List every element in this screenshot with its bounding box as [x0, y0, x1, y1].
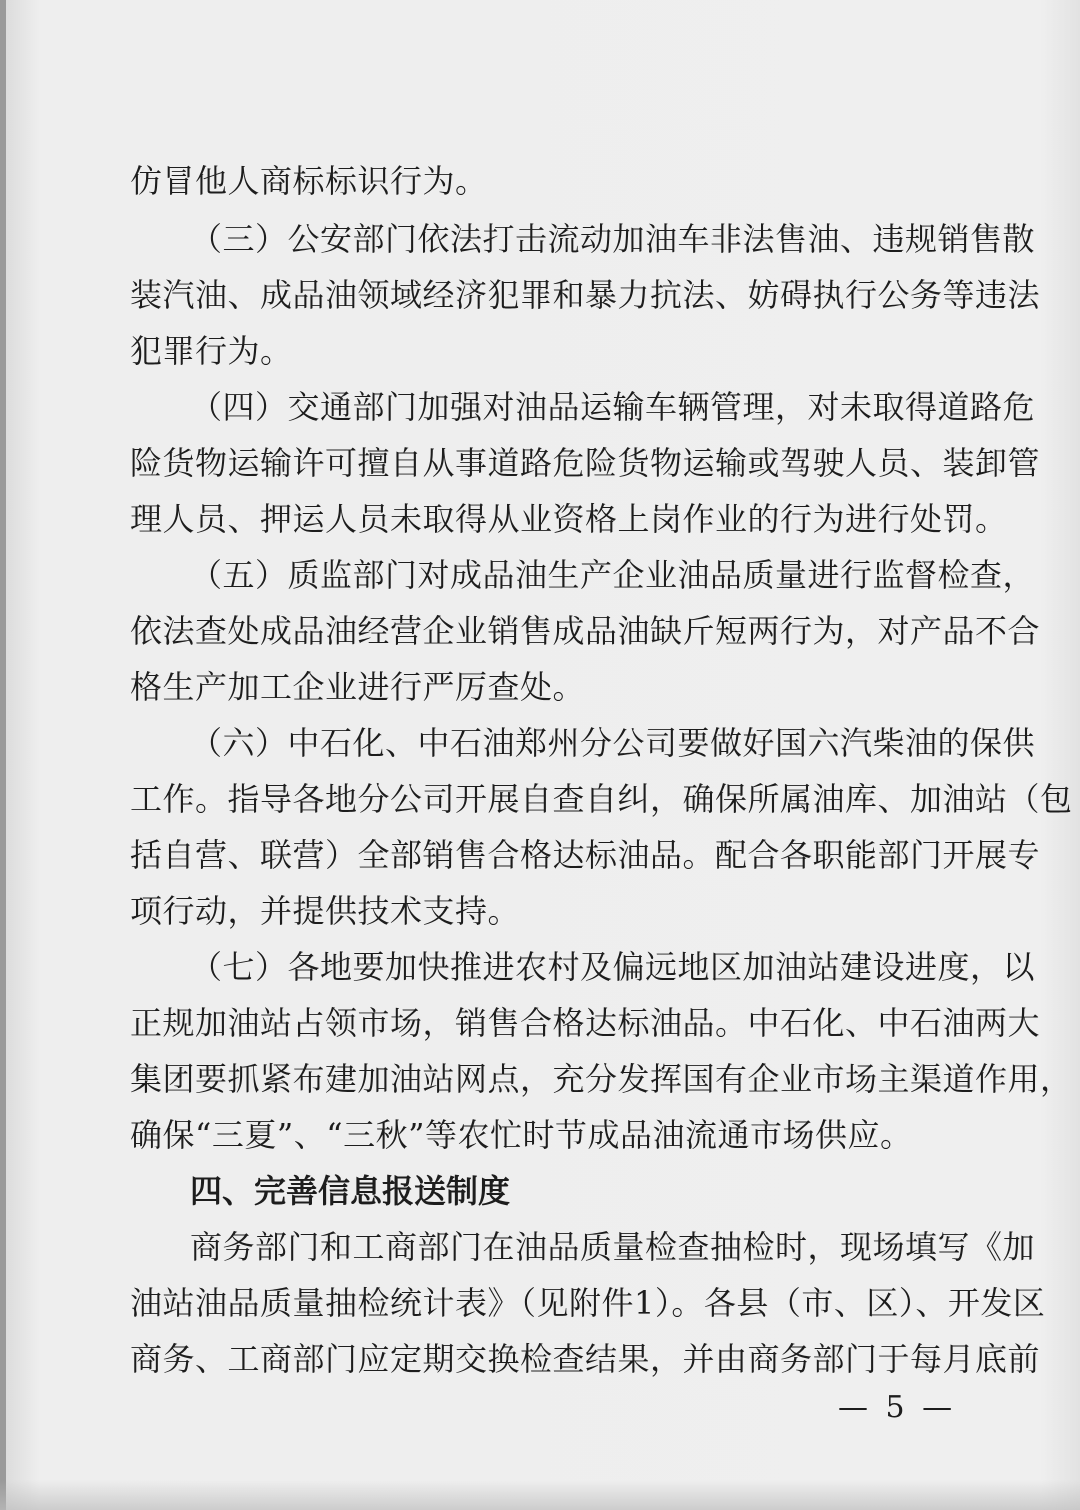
text-line-3: 装汽油、成品油领域经济犯罪和暴力抗法、妨碍执行公务等违法 — [130, 276, 1041, 314]
section-heading: 四、完善信息报送制度 — [190, 1172, 511, 1210]
text-line-8: （五）质监部门对成品油生产企业油品质量进行监督检查， — [190, 556, 1036, 594]
text-line-7: 理人员、押运人员未取得从业资格上岗作业的行为进行处罚。 — [130, 500, 1008, 538]
text-line-1: 仿冒他人商标标识行为。 — [130, 162, 488, 200]
text-line-13: 括自营、联营）全部销售合格达标油品。配合各职能部门开展专 — [130, 836, 1041, 874]
text-line-21: 油站油品质量抽检统计表》（见附件1）。各县（市、区）、开发区 — [130, 1284, 1046, 1322]
text-line-15: （七）各地要加快推进农村及偏远地区加油站建设进度，以 — [190, 948, 1036, 986]
scan-shadow-bottom — [0, 1480, 1080, 1510]
text-line-4: 犯罪行为。 — [130, 332, 293, 370]
text-line-6: 险货物运输许可擅自从事道路危险货物运输或驾驶人员、装卸管 — [130, 444, 1041, 482]
text-line-17: 集团要抓紧布建加油站网点，充分发挥国有企业市场主渠道作用， — [130, 1060, 1073, 1098]
text-line-16: 正规加油站占领市场，销售合格达标油品。中石化、中石油两大 — [130, 1004, 1041, 1042]
text-line-18: 确保“三夏”、“三秋”等农忙时节成品油流通市场供应。 — [130, 1116, 913, 1154]
text-line-11: （六）中石化、中石油郑州分公司要做好国六汽柴油的保供 — [190, 724, 1036, 762]
text-line-9: 依法查处成品油经营企业销售成品油缺斤短两行为，对产品不合 — [130, 612, 1041, 650]
page-number: — 5 — — [838, 1390, 957, 1425]
text-line-5: （四）交通部门加强对油品运输车辆管理，对未取得道路危 — [190, 388, 1036, 426]
text-line-20: 商务部门和工商部门在油品质量检查抽检时，现场填写《加 — [190, 1228, 1036, 1266]
text-line-12: 工作。指导各地分公司开展自查自纠，确保所属油库、加油站（包 — [130, 780, 1073, 818]
text-line-14: 项行动，并提供技术支持。 — [130, 892, 521, 930]
text-line-10: 格生产加工企业进行严厉查处。 — [130, 668, 586, 706]
text-line-22: 商务、工商部门应定期交换检查结果，并由商务部门于每月底前 — [130, 1340, 1041, 1378]
text-line-2: （三）公安部门依法打击流动加油车非法售油、违规销售散 — [190, 220, 1036, 258]
